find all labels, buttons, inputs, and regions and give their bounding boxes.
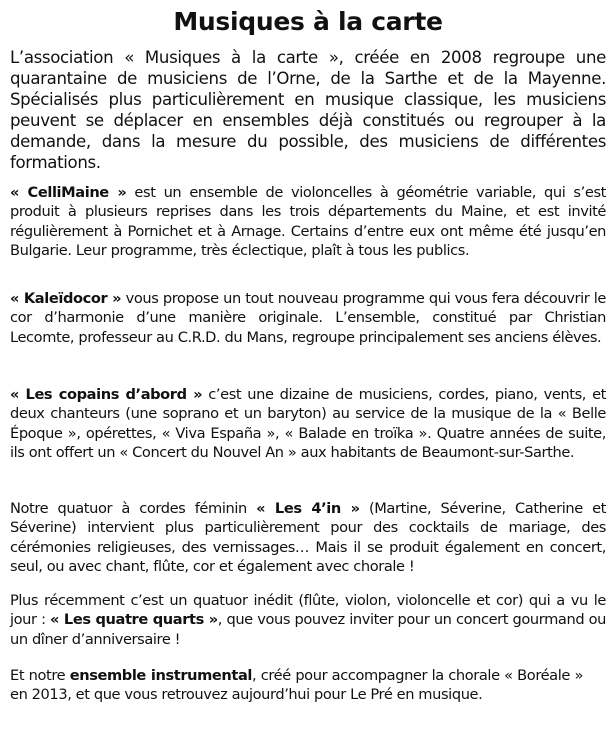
- paragraph-quatre-quarts: [10, 591, 606, 649]
- paragraph-lead: Notre quatuor à cordes féminin: [10, 500, 257, 517]
- ensemble-name: ensemble instrumental: [69, 667, 253, 684]
- paragraph-lead: Et notre: [10, 667, 70, 684]
- paragraph-text: vous propose un tout nouveau programme qui vous fera découvrir le cor d’harmonie d’une manière originale. L’ensemble, constitué par Christian Lecomte, professeur au C.R.D. du Mans, regroupe principalement ses anciens élèves.: [10, 290, 607, 346]
- page-title: Musiques à la carte: [173, 7, 443, 36]
- paragraph-ensemble-instrumental: [10, 666, 583, 705]
- intro-paragraph: L’association « Musiques à la carte », créée en 2008 regroupe une quarantaine de musiciens de l’Orne, de la Sarthe et de la Mayenne. Spécialisés plus particulièrement en musique classique, les musiciens peuvent se déplacer en ensembles déjà constitués ou regrouper à la demande, dans la mesure du possible, des musiciens de différentes formations.: [10, 48, 606, 172]
- ensemble-name: « Les quatre quarts »: [50, 611, 218, 629]
- paragraph-text: est un ensemble de violoncelles à géométrie variable, qui s’est produit à plusieurs reprises dans les trois départements du Maine, et est invité régulièrement à Pornichet et à Arnage. Certains d’entre eux ont même été jusqu’en Bulgarie. Leur programme, très éclectique, plaît à tous les publics.: [10, 184, 606, 259]
- paragraph-kaleidocor: [10, 289, 606, 347]
- ensemble-name: « Les copains d’abord »: [10, 386, 203, 403]
- ensemble-name: « Kaleïdocor »: [10, 290, 122, 307]
- ensemble-name: « CelliMaine »: [10, 184, 127, 201]
- paragraph-text: , créé pour accompagner la chorale « Boréale » en 2013, et que vous retrouvez aujourd’hui pour Le Pré en musique.: [10, 667, 583, 704]
- paragraph-cellimaine: [10, 183, 606, 260]
- paragraph-text: c’est une dizaine de musiciens, cordes, piano, vents, et deux chanteurs (une soprano et un baryton) au service de la musique de la « Belle Époque », opérettes, « Viva España », « Balade en troïka ». Quatre années de suite, ils ont offert un « Concert du Nouvel An » aux habitants de Beaumont-sur-Sarthe.: [10, 386, 606, 461]
- ensemble-name: « Les 4’in »: [256, 500, 360, 517]
- paragraph-les-4in: [10, 499, 606, 576]
- paragraph-lead: Plus récemment c’est un quatuor inédit (flûte, violon, violoncelle et cor) qui a vu le jour :: [10, 592, 606, 629]
- paragraph-copains-dabord: [10, 385, 606, 462]
- paragraph-text: , que vous pouvez inviter pour un concert gourmand ou un dîner d’anniversaire !: [10, 611, 606, 648]
- paragraph-text: (Martine, Séverine, Catherine et Séverine) intervient plus particulièrement pour des cocktails de mariage, des cérémonies religieuses, des vernissages… Mais il se produit également en concert, seul, ou avec chant, flûte, cor et également avec chorale !: [10, 500, 606, 575]
